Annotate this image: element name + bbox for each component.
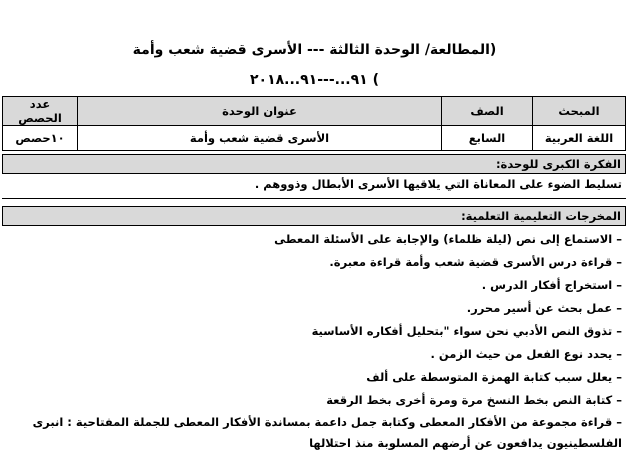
list-item: –استخراج أفكار الدرس . [481,278,622,292]
list-item: –يعلل سبب كتابة الهمزة المتوسطة على ألف [366,370,622,384]
list-item: –قراءة درس الأسرى قضية شعب وأمة قراءة معبرة. [329,255,622,269]
list-item: –يحدد نوع الفعل من حيث الزمن . [430,347,622,361]
list-item: –كتابة النص بخط النسخ مرة ومرة أخرى بخط الرقعة [326,393,622,407]
table-row [3,126,626,151]
divider [2,198,626,199]
col-sessions: عدد الحصص [3,97,78,126]
date-line: ) ٩١...---٩١...٢٠١٨ [249,72,379,88]
big-idea-heading: الفكرة الكبرى للوحدة: [2,154,626,174]
unit-title: (المطالعة/ الوحدة الثالثة --- الأسرى قضية شعب وأمة [132,42,497,58]
col-unit-title: عنوان الوحدة [78,97,442,126]
outcomes-heading: المخرجات التعليمية التعلمية: [2,206,626,226]
outcomes-list [2,228,626,454]
list-item: –الاستماع إلى نص (ليلة ظلماء) والإجابة على الأسئلة المعطى [274,232,622,246]
table-header-row [3,97,626,126]
list-item: –عمل بحث عن أسير محرر. [466,301,622,315]
col-subject: المبحث [533,97,626,126]
cell-subject: اللغة العربية [533,126,626,151]
cell-unit-title: الأسرى قضية شعب وأمة [78,126,442,151]
list-item: –تذوق النص الأدبي نحن سواء "بتحليل أفكاره الأساسية [311,324,622,338]
big-idea-text: تسليط الضوء على المعاناة التي يلاقيها الأسرى الأبطال وذووهم . [254,177,622,191]
cell-grade: السابع [442,126,533,151]
unit-info-table [2,96,626,151]
col-grade: الصف [442,97,533,126]
list-item: –قراءة مجموعة من الأفكار المعطى وكتابة جمل داعمة بمساندة الأفكار المعطى للجملة المفتاحية : انبرى الفلسطينيون يدافعون عن أرضهم المسلوبة منذ احتلالها [32,415,622,450]
cell-sessions: ١٠حصص [3,126,78,151]
